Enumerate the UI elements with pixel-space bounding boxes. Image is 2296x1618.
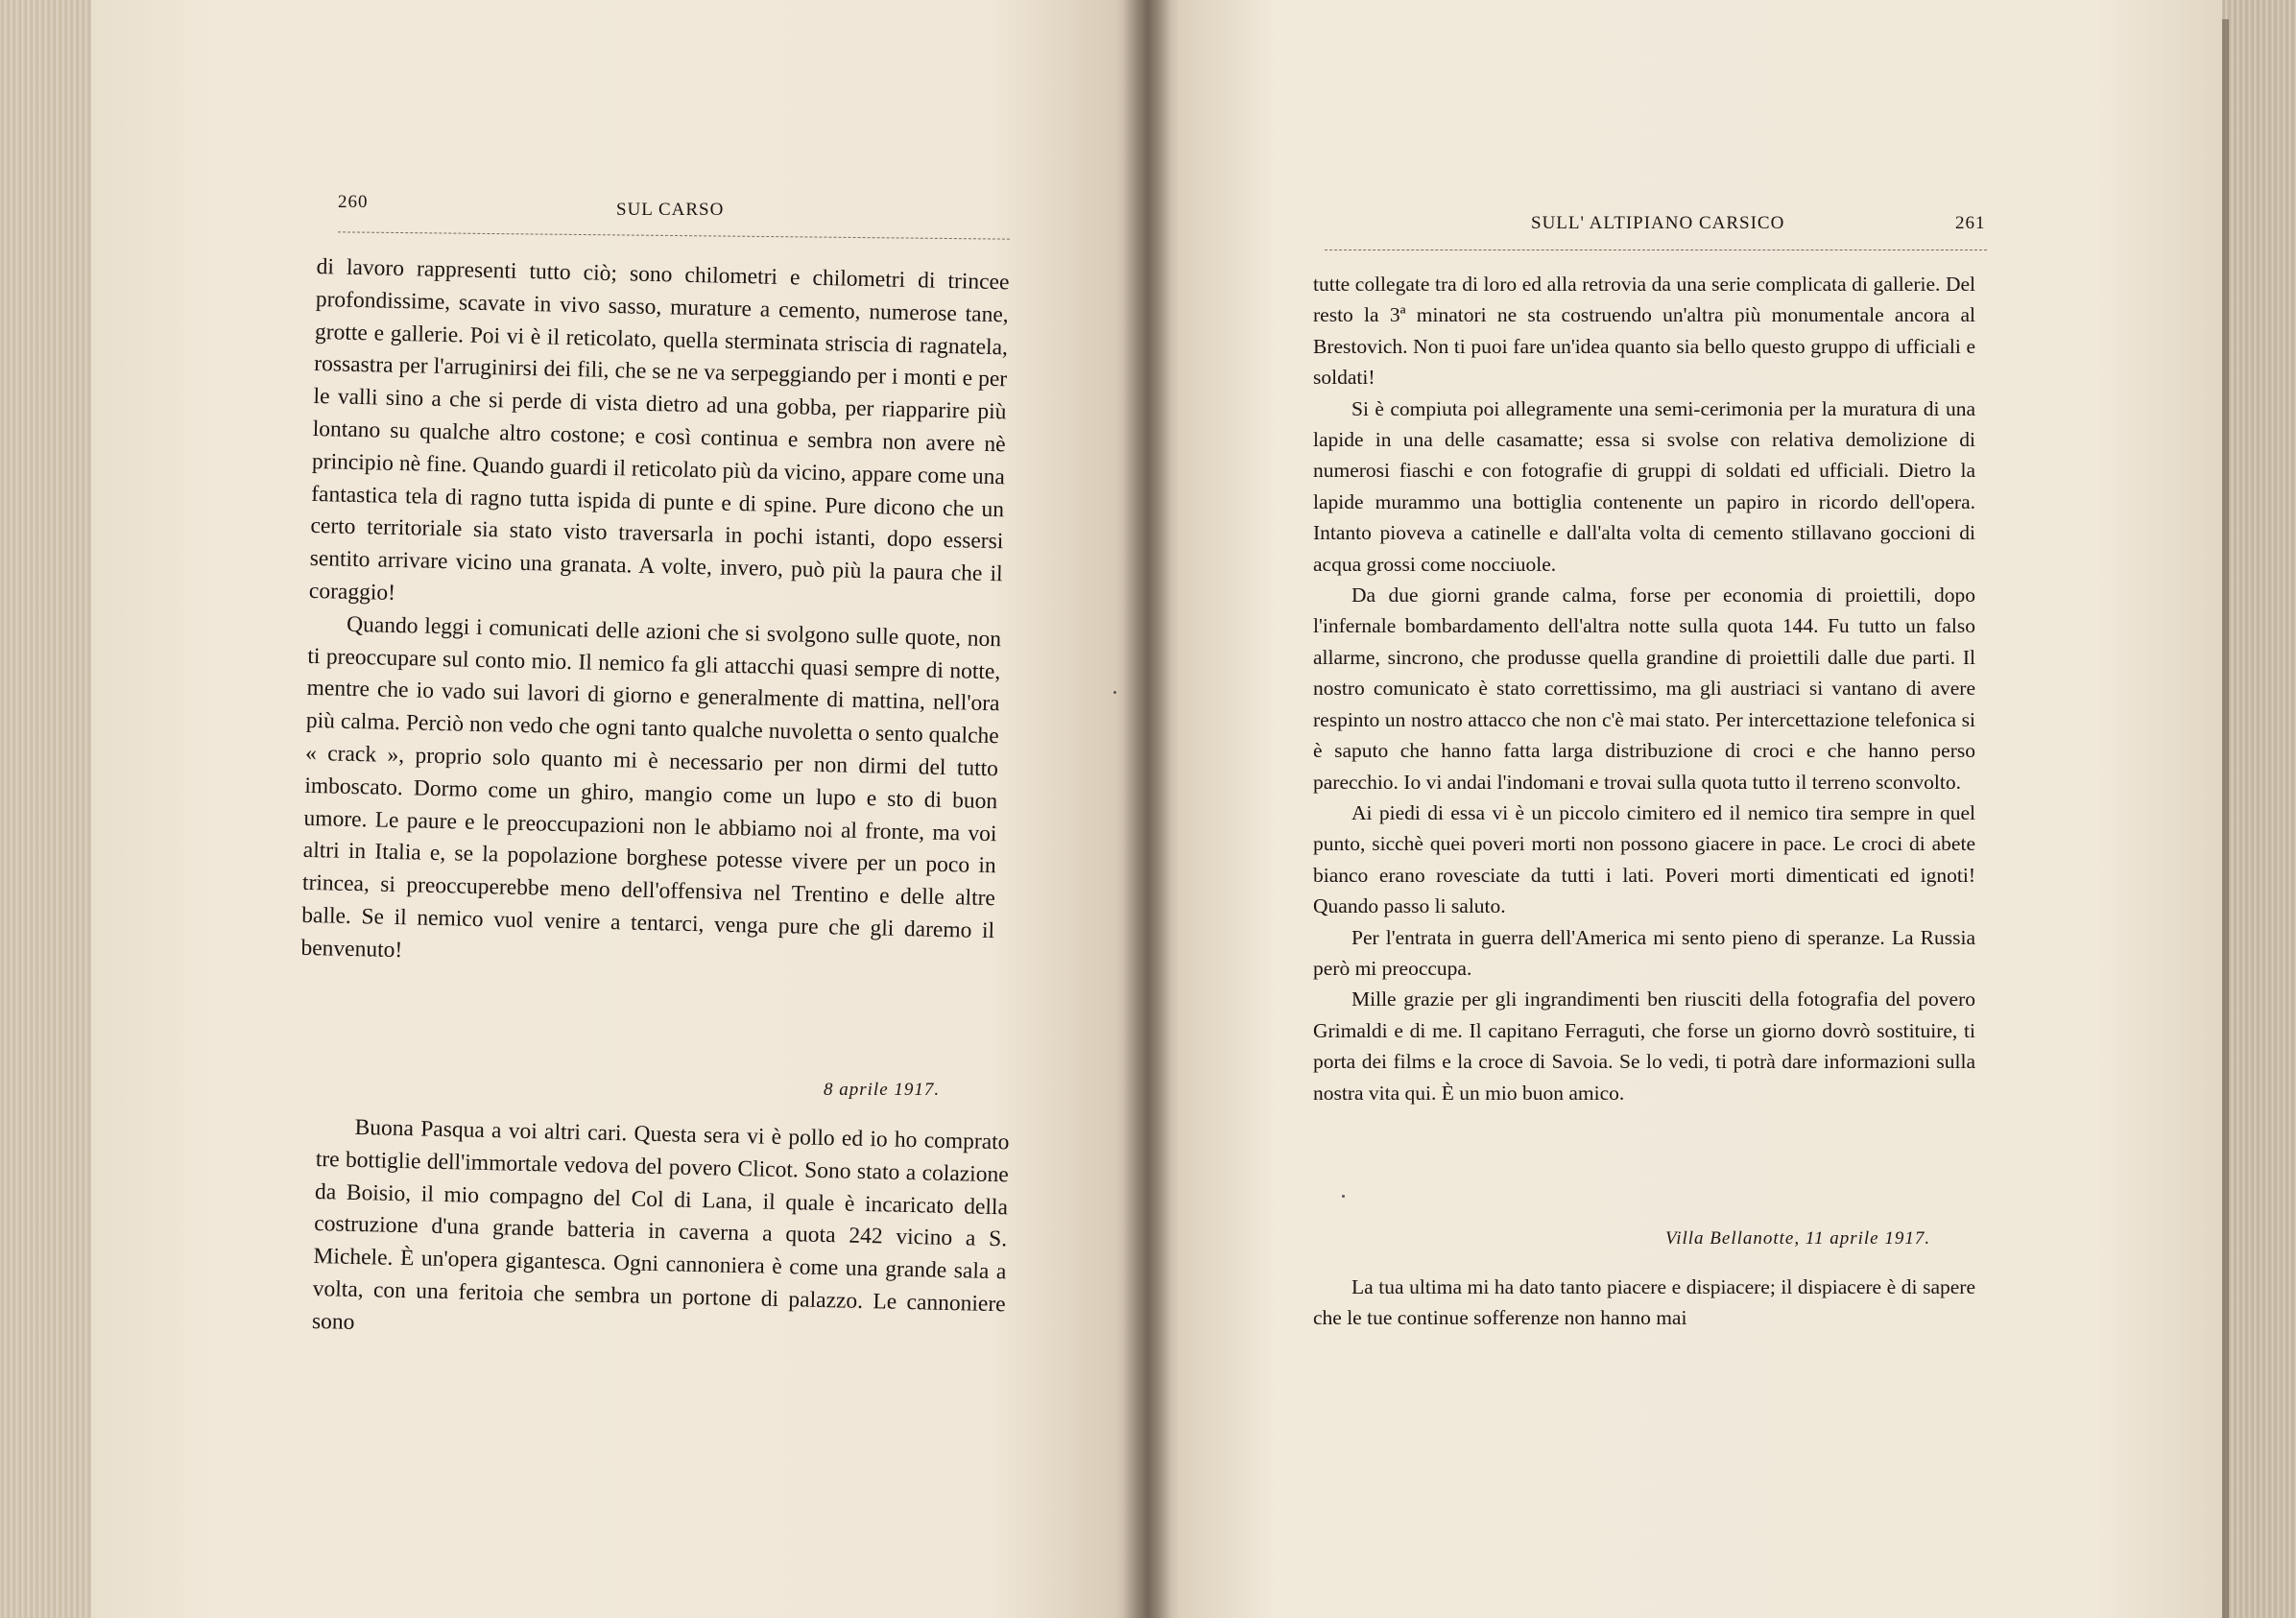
ink-speck (1342, 1195, 1345, 1198)
paragraph: Quando leggi i comunicati delle azioni che si svolgono sulle quote, non ti preoccupare sul conto mio. Il nemico fa gli attacchi quasi sempre di notte, mentre che io vado sui lavori di giorno e generalmente di mattina, nell'ora più calma. Perciò non vedo che ogni tanto qualche nuvoletta o sento qualche « crack », proprio solo quanto mi è necessario per non dirmi del tutto imboscato. Dormo come un ghiro, mangio come un lupo e sto di buon umore. Le paure e le preoccupazioni non le abbiamo noi al fronte, ma voi altri in Italia e, se la popolazione borghese potesse vivere per un poco in trincea, si preoccuperebbe meno dell'offensiva nel Trentino e delle altre balle. Se il nemico vuol venire a tentarci, venga pure che gli daremo il benvenuto! (300, 611, 1002, 963)
paragraph: di lavoro rappresenti tutto ciò; sono chilometri e chilometri di trincee profondissime, scavate in vivo sasso, murature a cemento, numerose tane, grotte e gallerie. Poi vi è il reticolato, quella sterminata striscia di ragnatela, rossastra per l'arruginirsi dei fili, che se ne va serpeggiando per i monti e per le valli sino a che si perde di vista dietro ad una gobba, per riapparire più lontano su qualche altro costone; e così continua e sembra non avere nè principio nè fine. Quando guardi il reticolato più da vicino, appare come una fantastica tela di ragno tutta ispida di punte e di spine. Pure dicono che un certo territoriale sia stato visto traversarla in pochi istanti, dopo essersi sentito arrivare vicino una granata. A volte, invero, può più la paura che il coraggio! (308, 253, 1010, 606)
right-running-head: SULL' ALTIPIANO CARSICO (1531, 213, 1785, 233)
left-page-body (300, 251, 1010, 981)
book-gutter (1123, 0, 1171, 1618)
page-edges-left (0, 0, 106, 1618)
paragraph: Per l'entrata in guerra dell'America mi sento pieno di speranze. La Russia però mi preoccupa. (1313, 925, 1975, 980)
paragraph: Mille grazie per gli ingrandimenti ben riusciti della fotografia del povero Grimaldi e di me. Il capitano Ferraguti, che forse un giorno dovrò sostituire, ti porta dei films e la croce di Savoia. Se lo vedi, ti potrà dare informazioni sulla nostra vita qui. È un mio buon amico. (1313, 987, 1975, 1105)
left-page-body-continued (312, 1111, 1010, 1354)
right-page-number: 261 (1955, 213, 1986, 233)
left-running-head: SUL CARSO (616, 200, 725, 220)
right-date-line: Villa Bellanotte, 11 aprile 1917. (1665, 1228, 1931, 1249)
left-date-line: 8 aprile 1917. (824, 1080, 941, 1100)
right-page-body-continued (1313, 1272, 1975, 1334)
left-page-number: 260 (338, 192, 369, 212)
paragraph: Si è compiuta poi allegramente una semi-cerimonia per la muratura di una lapide in una delle casamatte; essa si svolse con relativa demolizione di numerosi fiaschi e con fotografie di gruppi di soldati ed ufficiali. Dietro la lapide murammo una bottiglia contenente un papiro in ricordo dell'opera. Intanto pioveva a catinelle e dall'alta volta di cemento stillavano goccioni di acqua grossi come nocciuole. (1313, 396, 1975, 576)
paragraph: Buona Pasqua a voi altri cari. Questa sera vi è pollo ed io ho comprato tre bottiglie dell'immortale vedova del povero Clicot. Sono stato a colazione da Boisio, il mio compagno del Col di Lana, il quale è incaricato della costruzione d'una grande batteria in caverna a quota 242 vicino a S. Michele. È un'opera gigantesca. Ogni cannoniera è come una grande sala a volta, con una feritoia che sembra un portone di palazzo. Le cannoniere sono (311, 1114, 1010, 1335)
ink-speck (1113, 691, 1116, 694)
paragraph: Ai piedi di essa vi è un piccolo cimitero ed il nemico tira sempre in quel punto, sicchè quei poveri morti non possono giacere in pace. Le croci di abete bianco erano rovesciate da tutti i lati. Poveri morti dimenticati ed ignoti! Quando passo li saluto. (1313, 800, 1975, 918)
paragraph: Da due giorni grande calma, forse per economia di proiettili, dopo l'infernale bombardamento dell'altra notte sulla quota 144. Fu tutto un falso allarme, sincrono, che produsse quella grandine di proiettili dalle due parti. Il nostro comunicato è stato correttissimo, ma gli austriaci si vantano di avere respinto un nostro attacco che non c'è mai stato. Per intercettazione telefonica si è saputo che hanno fatta larga distribuzione di croci e che hanno perso parecchio. Io vi andai l'indomani e trovai sulla quota tutto il terreno sconvolto. (1313, 583, 1975, 794)
paragraph: tutte collegate tra di loro ed alla retrovia da una serie complicata di gallerie. Del resto la 3ª minatori ne sta costruendo un'altra più monumentale ancora al Brestovich. Non ti puoi fare un'idea quanto sia bello questo gruppo di ufficiali e soldati! (1313, 273, 1975, 390)
paragraph: La tua ultima mi ha dato tanto piacere e dispiacere; il dispiacere è di sapere che le tue continue sofferenze non hanno mai (1313, 1275, 1975, 1330)
right-page-body (1313, 269, 1975, 1108)
